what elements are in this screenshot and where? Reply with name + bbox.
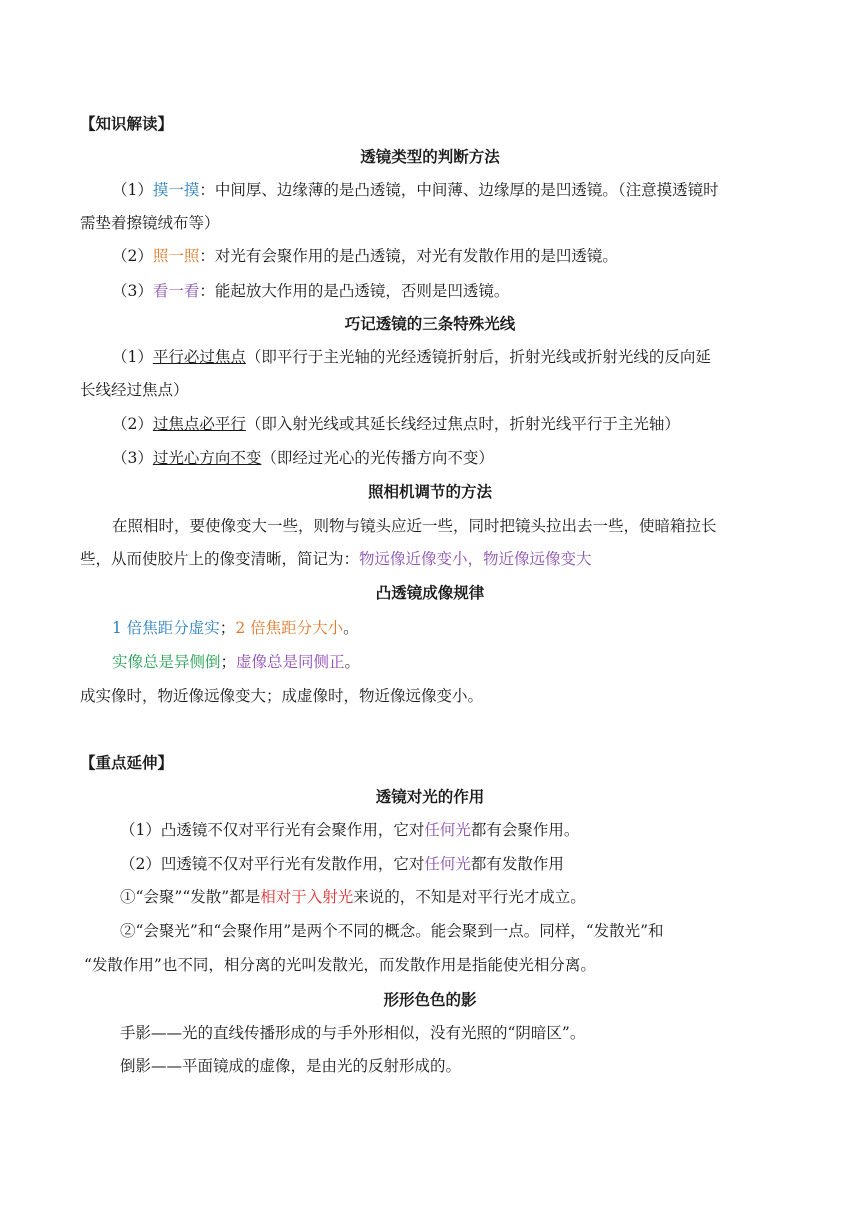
keyword-touch: 摸一摸 [152,181,200,199]
keyword-any-light: 任何光 [424,855,471,873]
item-number: （3） [112,449,153,467]
paragraph-note-2-cont: “发散作用”也不同，相分离的光叫发散光，而发散作用是指能使光相分离。 [84,956,596,974]
paragraph-note-2: ②“会聚光”和“会聚作用”是两个不同的概念。能会聚到一点。同样，“发散光”和 [120,922,664,940]
camera-mnemonic: 物远像近像变小，物近像远像变大 [359,550,592,568]
keyword-any-light: 任何光 [424,821,471,839]
note-text: ①“会聚”“发散”都是 [120,888,261,906]
item-text: （即平行于主光轴的光经透镜折射后，折射光线或折射光线的反向延 [245,348,711,366]
concave-text-end: 都有发散作用 [470,855,564,873]
paragraph-convex [80,820,820,840]
heading-lens-type: 透镜类型的判断方法 [360,148,500,166]
item-text: （即经过光心的光传播方向不变） [261,449,494,467]
rule-size: 2 倍焦距分大小 [235,619,344,637]
item-number: （3） [112,282,153,300]
camera-text: 些，从而使胶片上的像变清晰，简记为： [80,550,360,568]
item-number: （1） [112,181,153,199]
keyword-ray-2: 过焦点必平行 [152,415,246,433]
terminator: 。 [344,653,361,671]
section-title-extension: 【重点延伸】 [80,754,174,772]
terminator: 。 [343,619,359,637]
paragraph-ray-3 [80,448,812,468]
paragraph-touch-cont: 需垫着擦镜绒布等） [80,214,220,232]
item-text: （即入射光线或其延长线经过焦点时，折射光线平行于主光轴） [245,415,680,433]
paragraph-touch [80,180,812,200]
rule-virtual-image: 虚像总是同侧正 [236,653,345,671]
paragraph-rule-1 [80,618,812,638]
item-number: （2） [112,415,153,433]
rule-virtual-real: 1 倍焦距分虚实 [112,619,220,637]
heading-shadows: 形形色色的影 [383,991,477,1009]
paragraph-look [80,281,812,301]
paragraph-hand-shadow: 手影——光的直线传播形成的与手外形相似，没有光照的“阴暗区”。 [120,1024,586,1042]
paragraph-rule-3: 成实像时，物近像远像变大；成虚像时，物近像远像变小。 [80,687,484,705]
item-number: （2） [112,247,153,265]
paragraph-ray-2 [80,414,812,434]
paragraph-shine [80,246,812,266]
keyword-shine: 照一照 [152,247,200,265]
heading-lens-effect: 透镜对光的作用 [375,788,485,806]
note-text-end: 来说的，不知是对平行光才成立。 [353,888,586,906]
separator: ； [220,653,237,671]
paragraph-reflection: 倒影——平面镜成的虚像，是由光的反射形成的。 [120,1057,462,1075]
separator: ； [219,619,236,637]
item-text: ：能起放大作用的是凸透镜，否则是凹透镜。 [199,282,510,300]
concave-text: （2）凹透镜不仅对平行光有发散作用，它对 [120,855,425,873]
paragraph-note-1 [80,887,820,907]
paragraph-concave [80,854,820,874]
keyword-ray-1: 平行必过焦点 [152,348,246,366]
keyword-ray-3: 过光心方向不变 [152,449,262,467]
convex-text-end: 都有会聚作用。 [470,821,580,839]
section-title-knowledge: 【知识解读】 [80,115,174,133]
heading-imaging-rules: 凸透镜成像规律 [375,584,485,602]
paragraph-ray-1-cont: 长线经过焦点） [80,381,189,399]
rule-real-image: 实像总是异侧倒 [112,653,221,671]
keyword-incident-light: 相对于入射光 [260,888,354,906]
paragraph-camera: 在照相时，要使像变大一些，则物与镜头应近一些，同时把镜头拉出去一些，使暗箱拉长 [112,517,717,535]
keyword-look: 看一看 [152,282,200,300]
heading-special-rays: 巧记透镜的三条特殊光线 [344,315,516,333]
item-text: ：对光有会聚作用的是凸透镜，对光有发散作用的是凹透镜。 [199,247,618,265]
heading-camera: 照相机调节的方法 [367,483,492,501]
item-text: ：中间厚、边缘薄的是凸透镜，中间薄、边缘厚的是凹透镜。（注意摸透镜时 [199,181,719,199]
paragraph-camera-cont [80,549,780,569]
paragraph-rule-2 [80,652,812,672]
item-number: （1） [112,348,153,366]
paragraph-ray-1 [80,347,812,367]
convex-text: （1）凸透镜不仅对平行光有会聚作用，它对 [120,821,425,839]
